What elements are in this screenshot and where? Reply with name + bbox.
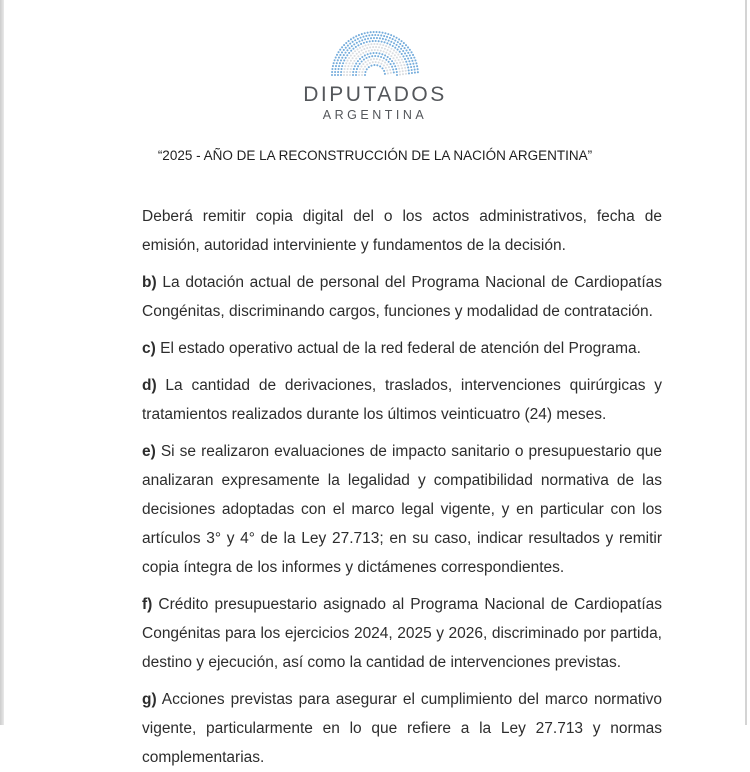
paragraph-item-b [142, 268, 662, 326]
document-body [142, 202, 662, 772]
item-label-e: e) [142, 442, 156, 460]
item-label-g: g) [142, 690, 157, 708]
paragraph-item-e [142, 437, 662, 582]
paragraph-text: El estado operativo actual de la red federal de atención del Programa. [160, 339, 641, 357]
paragraph-item-d [142, 371, 662, 429]
paragraph-text: Si se realizaron evaluaciones de impacto sanitario o presupuestario que analizaran expresamente la legalidad y compatibilidad normativa de las decisiones adoptadas con el marco legal vigente, y en particular con los artículos 3° y 4° de la Ley 27.713; en su caso, indicar resultados y remitir copia íntegra de los informes y dictámenes correspondientes. [142, 442, 662, 576]
logo-title: DIPUTADOS [303, 83, 447, 106]
hemicycle-logo-icon [329, 29, 421, 77]
paragraph-text: Acciones previstas para asegurar el cumplimiento del marco normativo vigente, particularmente en lo que refiere a la Ley 27.713 y normas complementarias. [142, 690, 662, 766]
year-motto: “2025 - AÑO DE LA RECONSTRUCCIÓN DE LA NACIÓN ARGENTINA” [157, 147, 593, 163]
paragraph-item-c [142, 334, 662, 363]
page-right-edge [745, 0, 747, 725]
paragraph-text: Crédito presupuestario asignado al Programa Nacional de Cardiopatías Congénitas para los ejercicios 2024, 2025 y 2026, discriminado por partida, destino y ejecución, así como la cantidad de intervenciones previstas. [142, 595, 662, 671]
paragraph-text: La cantidad de derivaciones, traslados, intervenciones quirúrgicas y tratamientos realizados durante los últimos veinticuatro (24) meses. [142, 376, 662, 423]
item-label-f: f) [142, 595, 153, 613]
item-label-c: c) [142, 339, 156, 357]
paragraph-text: La dotación actual de personal del Programa Nacional de Cardiopatías Congénitas, discriminando cargos, funciones y modalidad de contratación. [142, 273, 662, 320]
paragraph-item-g [142, 685, 662, 772]
page-left-edge [0, 0, 4, 725]
logo-subtitle: ARGENTINA [322, 108, 428, 122]
paragraph-intro [142, 202, 662, 260]
item-label-d: d) [142, 376, 157, 394]
paragraph-item-f [142, 590, 662, 677]
diputados-logo [0, 0, 750, 122]
paragraph-text: Deberá remitir copia digital del o los actos administrativos, fecha de emisión, autoridad interviniente y fundamentos de la decisión. [142, 207, 662, 254]
item-label-b: b) [142, 273, 157, 291]
